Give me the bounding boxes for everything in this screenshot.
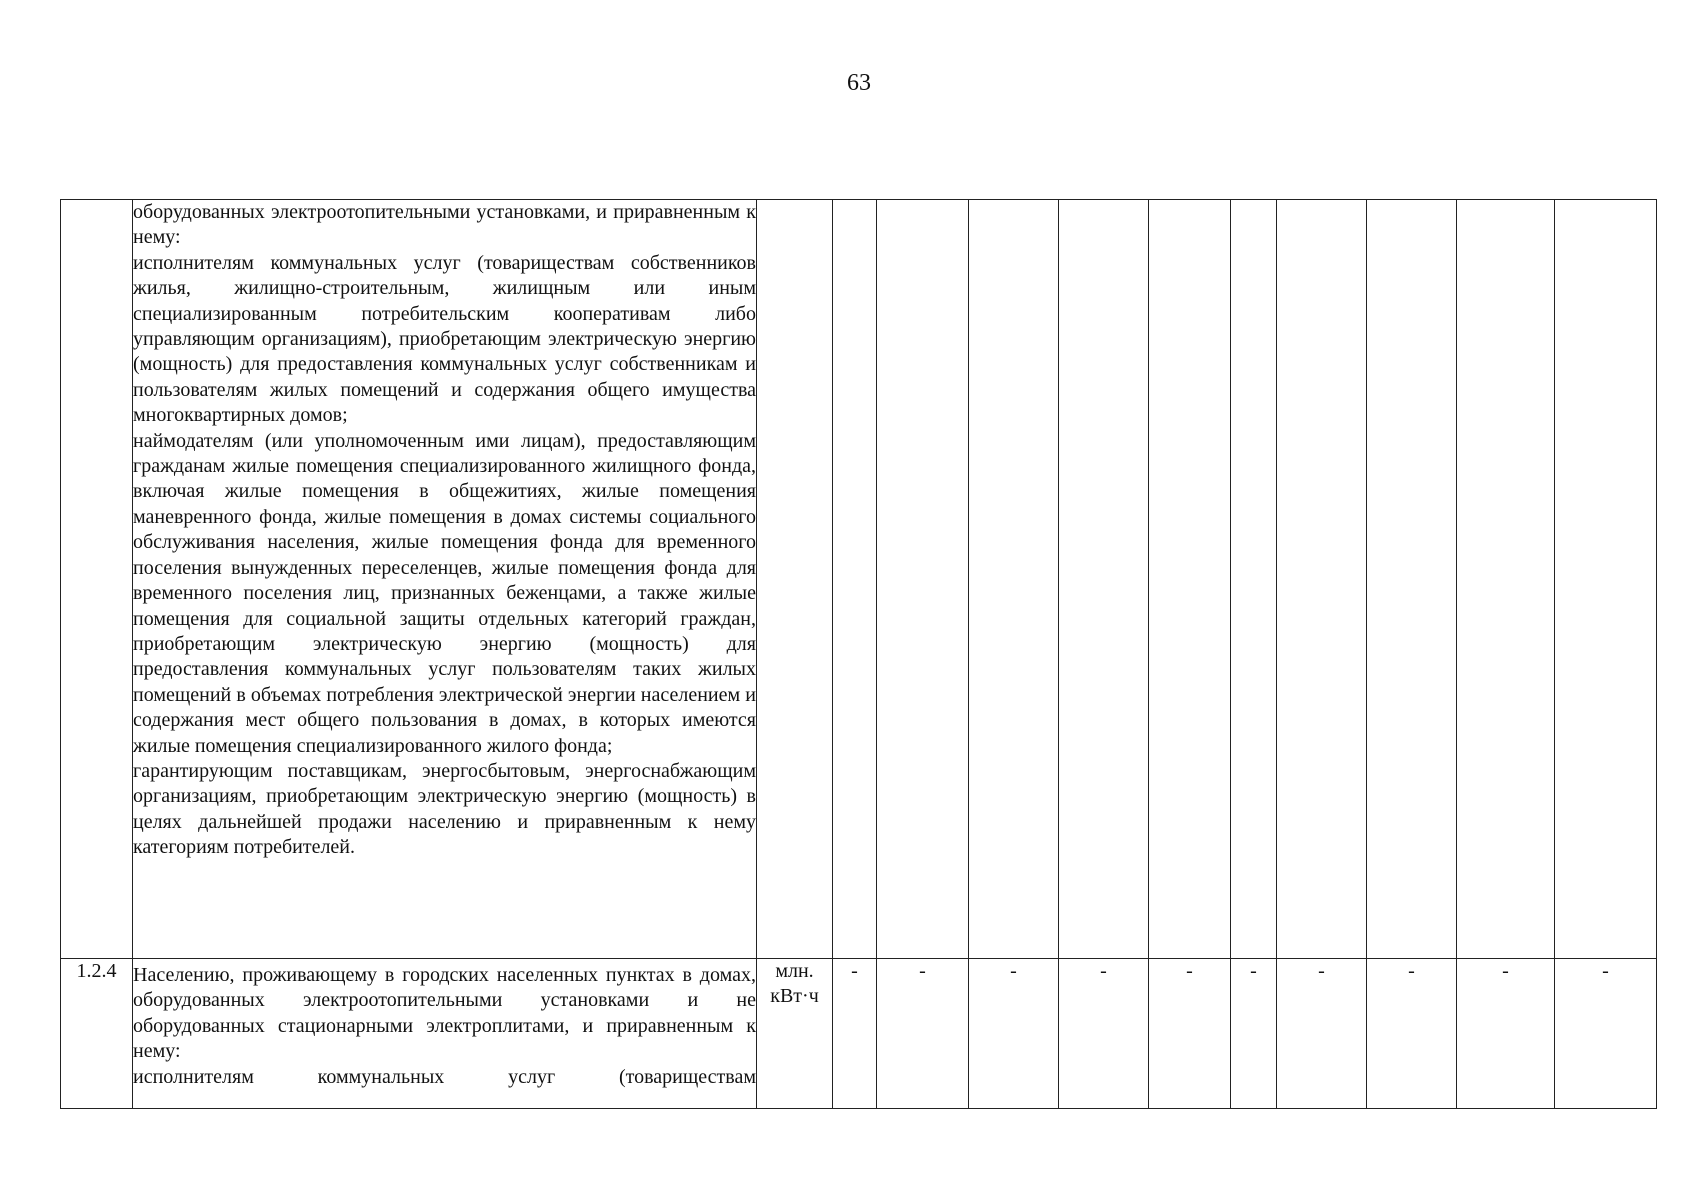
value-cell: - — [1457, 959, 1555, 1109]
value-cell: - — [1149, 959, 1231, 1109]
description-cell — [133, 959, 757, 1109]
unit-line: кВт·ч — [770, 985, 819, 1008]
row-number-cell: 1.2.4 — [61, 959, 133, 1109]
description-paragraph: наймодателям (или уполномоченным ими лицам), предоставляющим гражданам жилые помещения специализированного жилищного фонда, включая жилые помещения в общежитиях, жилые помещения маневренного фонда, жилые помещения в домах системы социального обслуживания населения, жилые помещения фонда для временного поселения вынужденных переселенцев, жилые помещения фонда для временного поселения лиц, признанных беженцами, а также жилые помещения для социальной защиты отдельных категорий граждан, приобретающим электрическую энергию (мощность) для предоставления коммунальных услуг пользователям таких жилых помещений в объемах потребления электрической энергии населением и содержания мест общего пользования в домах, в которых имеются жилые помещения специализированного жилого фонда; — [133, 429, 756, 757]
unit-line: млн. — [775, 960, 814, 982]
table-row — [61, 959, 1657, 1109]
unit-cell — [757, 200, 833, 959]
value-cell: - — [1555, 959, 1657, 1109]
value-cell: - — [1059, 959, 1149, 1109]
value-cell: - — [1231, 959, 1277, 1109]
value-cell: - — [877, 959, 969, 1109]
value-cell — [1277, 200, 1367, 959]
description-paragraph: оборудованных электроотопительными установками, и приравненным к нему: — [133, 201, 757, 249]
description-paragraph: гарантирующим поставщикам, энергосбытовым, энергоснабжающим организациям, приобретающим электрическую энергию (мощность) в целях дальнейшей продажи населению и приравненным к нему категориям потребителей. — [133, 759, 756, 859]
value-cell — [1149, 200, 1231, 959]
value-cell — [969, 200, 1059, 959]
table-row — [61, 200, 1657, 959]
value-cell: - — [969, 959, 1059, 1109]
value-cell — [1059, 200, 1149, 959]
tariff-table — [60, 199, 1657, 1109]
row-number-cell — [61, 200, 133, 959]
value-cell — [1231, 200, 1277, 959]
value-cell: - — [833, 959, 877, 1109]
page-number: 63 — [847, 70, 871, 96]
description-paragraph: исполнителям коммунальных услуг (товариществам — [133, 1065, 756, 1088]
description-cell — [133, 200, 757, 959]
value-cell: - — [1277, 959, 1367, 1109]
description-paragraph: Населению, проживающему в городских населенных пунктах в домах, оборудованных электроотопительными установками и не оборудованных стационарными электроплитами, и приравненным к нему: — [133, 964, 757, 1063]
description-paragraph: исполнителям коммунальных услуг (товариществам собственников жилья, жилищно-строительным, жилищным или иным специализированным потребительским кооперативам либо управляющим организациям), приобретающим электрическую энергию (мощность) для предоставления коммунальных услуг собственникам и пользователям жилых помещений и содержания общего имущества многоквартирных домов; — [133, 251, 756, 427]
value-cell — [877, 200, 969, 959]
value-cell — [833, 200, 877, 959]
value-cell — [1367, 200, 1457, 959]
unit-cell — [757, 959, 833, 1109]
value-cell — [1457, 200, 1555, 959]
value-cell: - — [1367, 959, 1457, 1109]
value-cell — [1555, 200, 1657, 959]
